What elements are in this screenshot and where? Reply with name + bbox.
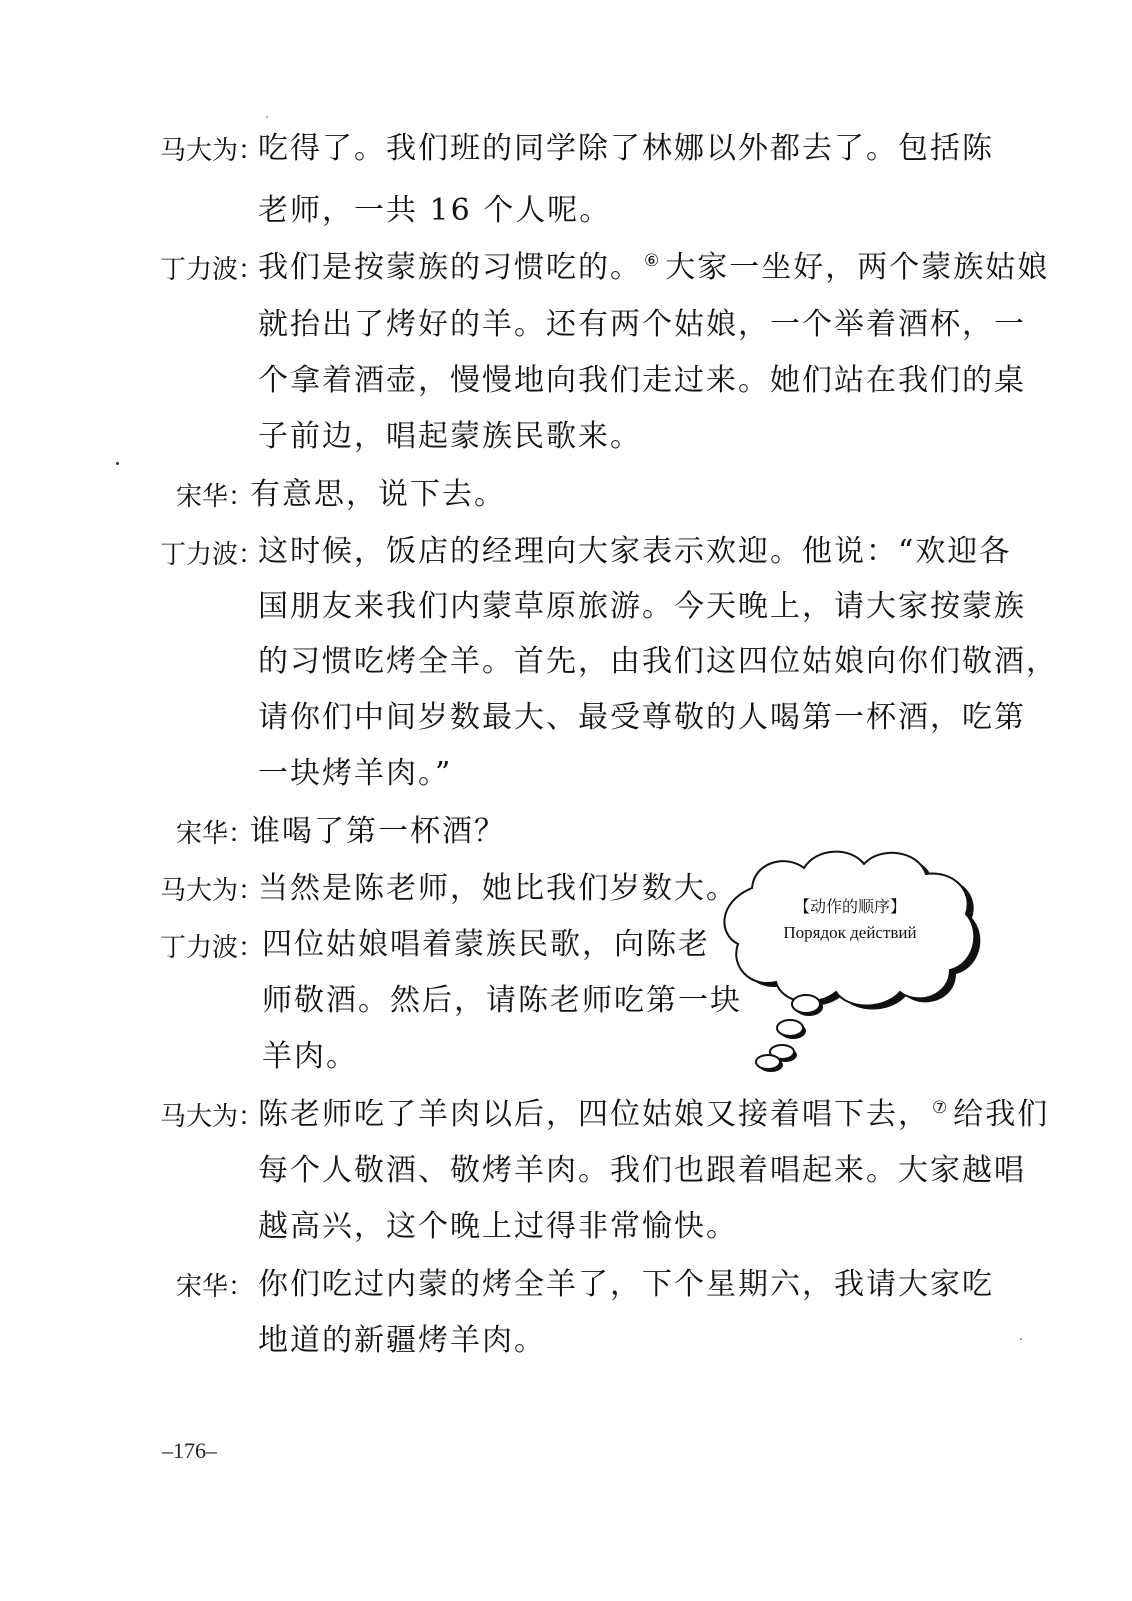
dialogue-line: 地道的新疆烤羊肉。: [258, 1323, 546, 1358]
dialogue-line: 国朋友来我们内蒙草原旅游。今天晚上，请大家按蒙族: [258, 589, 1026, 624]
scan-speck: [266, 116, 268, 118]
dialogue-line: 每个人敬酒、敬烤羊肉。我们也跟着唱起来。大家越唱: [258, 1153, 1026, 1188]
dialogue-line: 这时候，饭店的经理向大家表示欢迎。他说：“欢迎各: [258, 534, 1012, 569]
dialogue-line: 师敬酒。然后，请陈老师吃第一块: [262, 983, 742, 1018]
callout-subtitle: Порядок действий: [783, 923, 917, 942]
scan-speck: [116, 462, 119, 465]
dialogue-segment: 陈老师吃了羊肉以后，四位姑娘又接着唱下去，: [258, 1097, 930, 1132]
speaker-label: 马大为：: [160, 136, 265, 166]
dialogue-segment: 大家一坐好，两个蒙族姑娘: [665, 250, 1050, 285]
dialogue-line: 有意思，说下去。: [250, 477, 506, 512]
dialogue-line: 谁喝了第一杯酒？: [250, 814, 506, 849]
thought-cloud-icon: [712, 840, 982, 1080]
dialogue-segment: 我们是按蒙族的习惯吃的。: [258, 250, 642, 285]
dialogue-line: [258, 1097, 1050, 1132]
dialogue-line: 当然是陈老师，她比我们岁数大。: [258, 871, 738, 906]
page-number: –176–: [162, 1438, 217, 1463]
speaker-label: 丁力波：: [160, 933, 265, 963]
dialogue-line: 羊肉。: [262, 1039, 358, 1074]
speaker-label: 马大为：: [160, 876, 265, 906]
thought-cloud-callout: [712, 840, 982, 1080]
speaker-label: 丁力波：: [160, 255, 265, 285]
dialogue-line: 一块烤羊肉。”: [258, 756, 453, 791]
dialogue-segment: 给我们: [953, 1097, 1050, 1132]
dialogue-line: 你们吃过内蒙的烤全羊了，下个星期六，我请大家吃: [258, 1267, 994, 1302]
dialogue-line: 就抬出了烤好的羊。还有两个姑娘，一个举着酒杯，一: [258, 307, 1026, 342]
speaker-label: 丁力波：: [160, 540, 265, 570]
dialogue-line: [258, 250, 1050, 285]
callout-title: 【动作的顺序】: [793, 897, 906, 916]
dialogue-line: 越高兴，这个晚上过得非常愉快。: [258, 1209, 738, 1244]
speaker-label: 宋华：: [175, 482, 254, 512]
speaker-label: 宋华：: [175, 819, 254, 849]
footnote-marker: ⑦: [932, 1098, 948, 1118]
scan-speck: [1020, 1338, 1022, 1340]
dialogue-line: 的习惯吃烤全羊。首先，由我们这四位姑娘向你们敬酒，: [258, 644, 1058, 679]
footnote-marker: ⑥: [644, 251, 660, 271]
dialogue-line: 个拿着酒壶，慢慢地向我们走过来。她们站在我们的桌: [258, 363, 1026, 398]
dialogue-line: 四位姑娘唱着蒙族民歌，向陈老: [262, 927, 710, 962]
speaker-label: 马大为：: [160, 1102, 265, 1132]
dialogue-line: 请你们中间岁数最大、最受尊敬的人喝第一杯酒，吃第: [258, 700, 1026, 735]
dialogue-line: 子前边，唱起蒙族民歌来。: [258, 419, 642, 454]
speaker-label: 宋华：: [175, 1272, 254, 1302]
dialogue-line: 吃得了。我们班的同学除了林娜以外都去了。包括陈: [258, 131, 994, 166]
dialogue-line: 老师，一共 16 个人呢。: [258, 193, 612, 228]
